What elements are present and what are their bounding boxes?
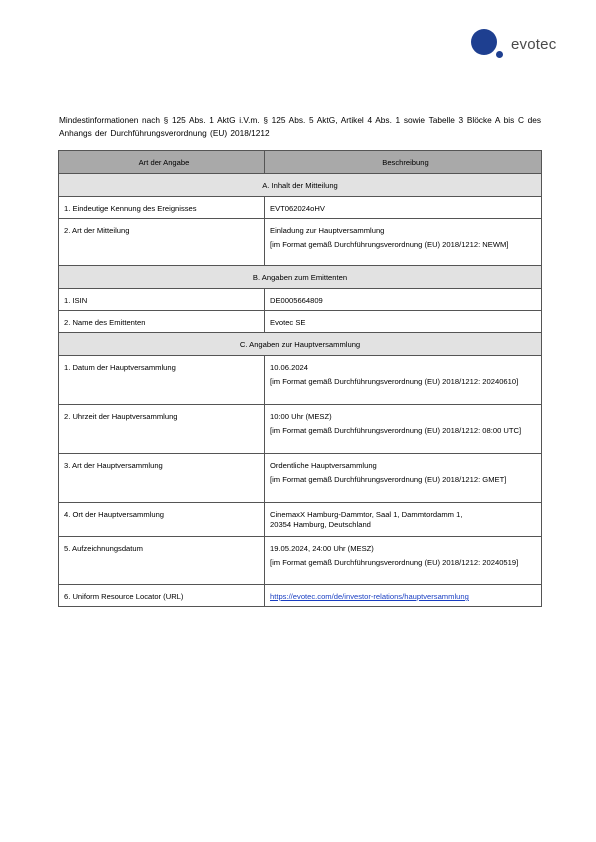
row-format-note: [im Format gemäß Durchführungsverordnung (EU) 2018/1212: GMET] xyxy=(270,475,507,484)
row-value-cell xyxy=(265,454,542,503)
row-value-cell xyxy=(265,405,542,454)
row-value: Ordentliche Hauptversammlung xyxy=(270,461,377,470)
row-label: 2. Uhrzeit der Hauptversammlung xyxy=(59,405,265,454)
row-value: EVT062024oHV xyxy=(265,197,542,219)
row-value-cell xyxy=(265,503,542,537)
section-a-title: A. Inhalt der Mitteilung xyxy=(59,174,542,197)
row-format-note: [im Format gemäß Durchführungsverordnung (EU) 2018/1212: 08:00 UTC] xyxy=(270,426,522,435)
investor-relations-link[interactable]: https://evotec.com/de/investor-relations/hauptversammlung xyxy=(270,592,469,601)
header-description: Beschreibung xyxy=(265,151,542,174)
row-value: Evotec SE xyxy=(265,311,542,333)
row-value-cell xyxy=(265,585,542,607)
row-value-cell xyxy=(265,219,542,266)
intro-paragraph: Mindestinformationen nach § 125 Abs. 1 AktG i.V.m. § 125 Abs. 5 AktG, Artikel 4 Abs. 1 sowie Tabelle 3 Blöcke A bis C des Anhangs der Durchführungsverordnung (EU) 2018/1212 xyxy=(59,115,541,138)
row-value: CinemaxX Hamburg-Dammtor, Saal 1, Dammtordamm 1, xyxy=(270,510,463,519)
information-table xyxy=(58,150,542,607)
row-label: 2. Art der Mitteilung xyxy=(59,219,265,266)
section-c-title: C. Angaben zur Hauptversammlung xyxy=(59,333,542,356)
row-value: 10.06.2024 xyxy=(270,363,309,372)
row-value-cell xyxy=(265,356,542,405)
logo-circle-large xyxy=(471,29,497,55)
row-label: 3. Art der Hauptversammlung xyxy=(59,454,265,503)
row-label: 4. Ort der Hauptversammlung xyxy=(59,503,265,537)
row-label: 1. Eindeutige Kennung des Ereignisses xyxy=(59,197,265,219)
row-label: 1. Datum der Hauptversammlung xyxy=(59,356,265,405)
row-format-note: [im Format gemäß Durchführungsverordnung (EU) 2018/1212: NEWM] xyxy=(270,240,509,249)
logo-circle-small xyxy=(496,51,503,58)
row-value: 19.05.2024, 24:00 Uhr (MESZ) xyxy=(270,544,374,553)
logo-wordmark: evotec xyxy=(511,36,557,53)
row-label: 5. Aufzeichnungsdatum xyxy=(59,537,265,585)
row-label: 2. Name des Emittenten xyxy=(59,311,265,333)
row-value: Einladung zur Hauptversammlung xyxy=(270,226,385,235)
row-value: DE0005664809 xyxy=(265,289,542,311)
evotec-logo xyxy=(471,27,571,63)
row-value: 10:00 Uhr (MESZ) xyxy=(270,412,332,421)
row-format-note: [im Format gemäß Durchführungsverordnung (EU) 2018/1212: 20240610] xyxy=(270,377,519,386)
header-type: Art der Angabe xyxy=(59,151,265,174)
row-label: 1. ISIN xyxy=(59,289,265,311)
row-format-note: [im Format gemäß Durchführungsverordnung (EU) 2018/1212: 20240519] xyxy=(270,558,519,567)
row-value-line2: 20354 Hamburg, Deutschland xyxy=(270,519,371,529)
row-label: 6. Uniform Resource Locator (URL) xyxy=(59,585,265,607)
section-b-title: B. Angaben zum Emittenten xyxy=(59,266,542,289)
row-value-cell xyxy=(265,537,542,585)
